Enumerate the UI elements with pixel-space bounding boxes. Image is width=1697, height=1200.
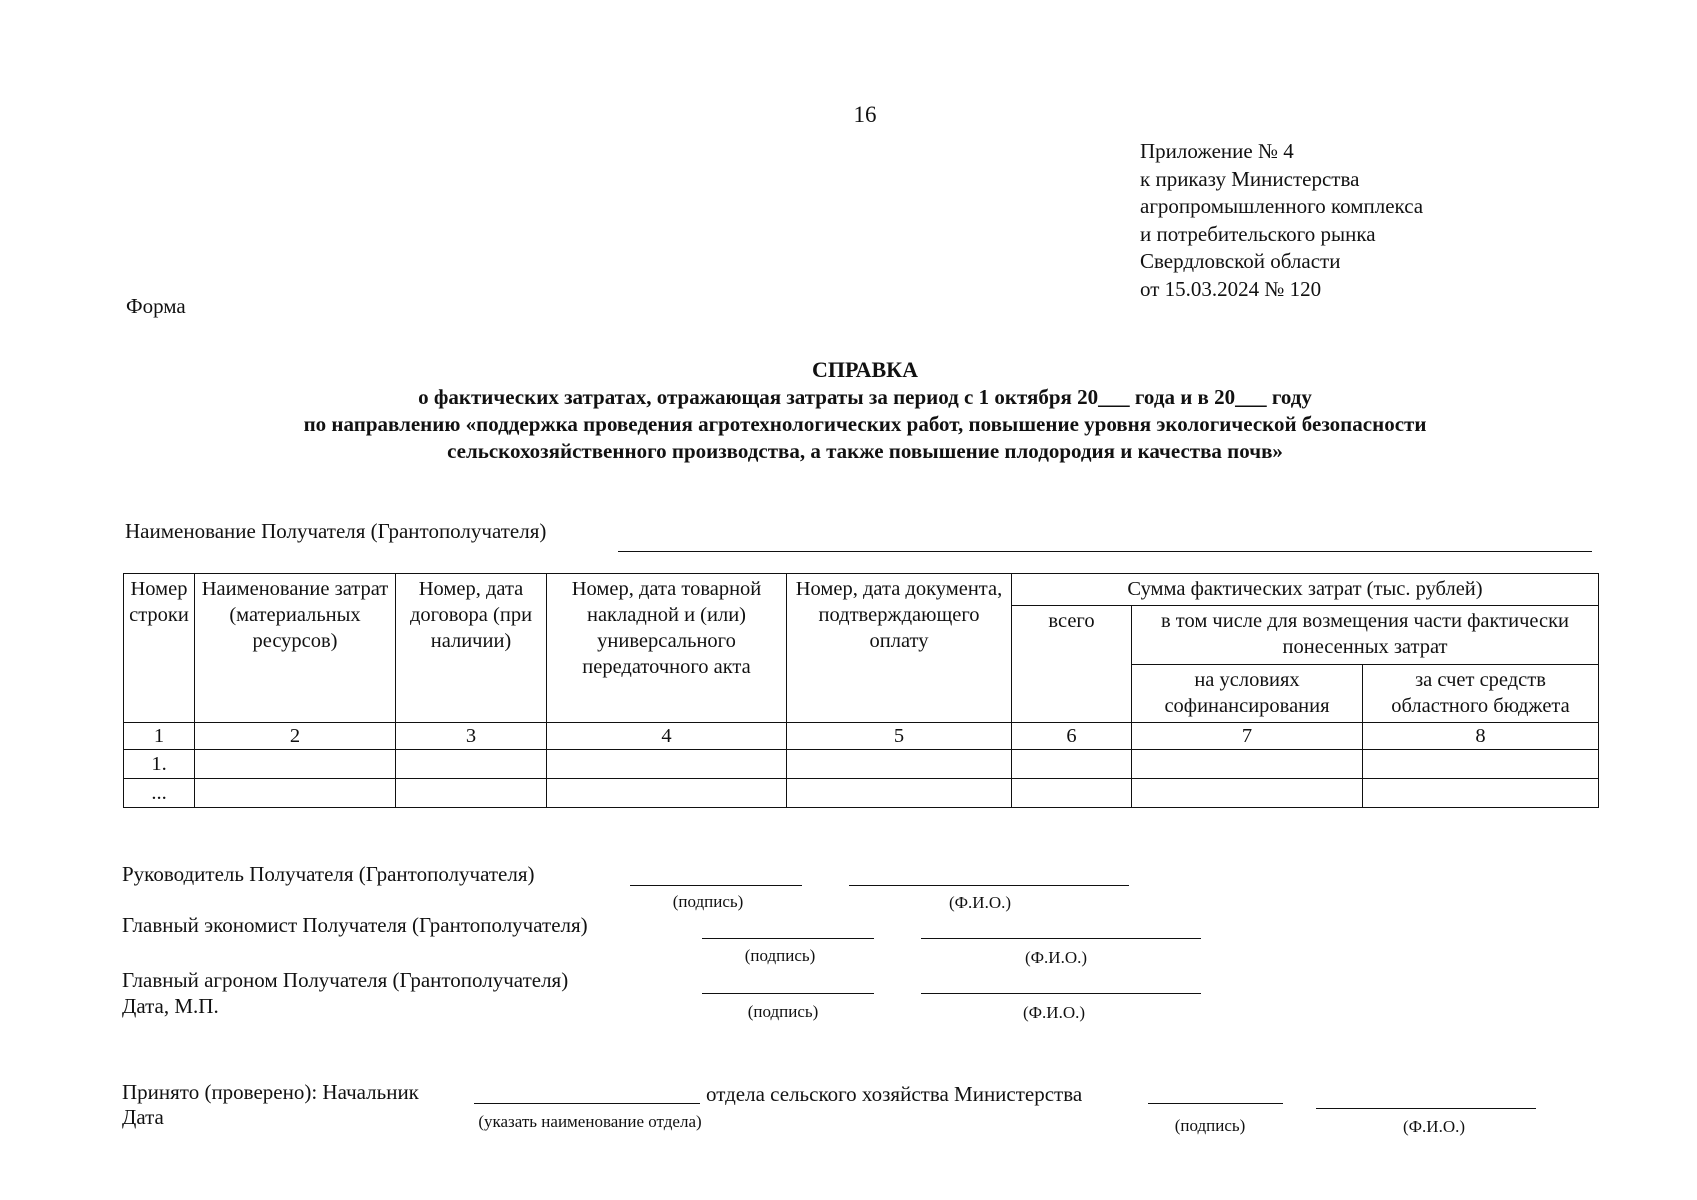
acceptance-middle-label: отдела сельского хозяйства Министерства <box>706 1082 1083 1106</box>
table-row <box>124 750 1599 779</box>
table-cell[interactable] <box>1012 750 1132 779</box>
date-stamp-label: Дата, М.П. <box>122 994 219 1018</box>
signature-caption: (подпись) <box>1174 1116 1246 1135</box>
signature-caption: (подпись) <box>744 946 816 965</box>
department-caption: (указать наименование отдела) <box>478 1112 702 1131</box>
department-line[interactable] <box>474 1103 700 1104</box>
table-cell[interactable] <box>1132 750 1363 779</box>
appendix-line: от 15.03.2024 № 120 <box>1140 276 1322 301</box>
column-number: 8 <box>1363 723 1599 750</box>
economist-signature-line[interactable] <box>702 938 874 939</box>
acceptance-label: Принято (проверено): Начальник <box>122 1080 419 1104</box>
header-total: всего <box>1012 605 1132 723</box>
title-line: о фактических затратах, отражающая затраты за период с 1 октября 20___ года и в 20___ году <box>418 385 1312 409</box>
acceptance-fio-line[interactable] <box>1316 1108 1536 1109</box>
table-cell[interactable] <box>195 779 396 808</box>
fio-caption: (Ф.И.О.) <box>1022 1003 1086 1022</box>
appendix-line: агропромышленного комплекса <box>1140 194 1424 218</box>
table-cell[interactable] <box>547 779 787 808</box>
economist-label: Главный экономист Получателя (Грантополучателя) <box>122 913 588 937</box>
table-cell[interactable] <box>787 750 1012 779</box>
acceptance-date-label: Дата <box>122 1105 164 1129</box>
economist-fio-line[interactable] <box>921 938 1201 939</box>
table-cell[interactable] <box>547 750 787 779</box>
column-number: 4 <box>547 723 787 750</box>
header-reimbursement-group: в том числе для возмещения части фактически понесенных затрат <box>1132 605 1599 664</box>
row-number: ... <box>124 779 195 808</box>
title-main: СПРАВКА <box>811 357 919 382</box>
agronomist-fio-line[interactable] <box>921 993 1201 994</box>
head-fio-line[interactable] <box>849 885 1129 886</box>
header-row-number: Номер строки <box>124 574 195 723</box>
page-number: 16 <box>853 102 877 127</box>
agronomist-label: Главный агроном Получателя (Грантополучателя) <box>122 968 569 992</box>
appendix-line: Свердловской области <box>1140 249 1341 273</box>
header-invoice: Номер, дата товарной накладной и (или) универсального передаточного акта <box>547 574 787 723</box>
table-cell[interactable] <box>1363 779 1599 808</box>
fio-caption: (Ф.И.О.) <box>1402 1117 1466 1136</box>
column-number: 5 <box>787 723 1012 750</box>
table-row <box>124 779 1599 808</box>
header-cofinancing: на условиях софинансирования <box>1132 664 1363 723</box>
appendix-line: Приложение № 4 <box>1140 139 1294 163</box>
title-line: сельскохозяйственного производства, а также повышение плодородия и качества почв» <box>447 439 1283 463</box>
fio-caption: (Ф.И.О.) <box>1024 948 1088 967</box>
acceptance-signature-line[interactable] <box>1148 1103 1283 1104</box>
recipient-label: Наименование Получателя (Грантополучателя) <box>125 519 547 543</box>
column-number: 7 <box>1132 723 1363 750</box>
header-cost-name: Наименование затрат (материальных ресурсов) <box>195 574 396 723</box>
table-cell[interactable] <box>787 779 1012 808</box>
header-contract: Номер, дата договора (при наличии) <box>396 574 547 723</box>
table-cell[interactable] <box>1012 779 1132 808</box>
column-number: 3 <box>396 723 547 750</box>
appendix-line: к приказу Министерства <box>1140 166 1360 191</box>
signature-caption: (подпись) <box>747 1002 819 1021</box>
table-cell[interactable] <box>396 750 547 779</box>
row-number: 1. <box>124 750 195 779</box>
head-signature-line[interactable] <box>630 885 802 886</box>
form-label: Форма <box>126 294 186 318</box>
table-cell[interactable] <box>1132 779 1363 808</box>
agronomist-signature-line[interactable] <box>702 993 874 994</box>
recipient-field[interactable] <box>618 551 1592 552</box>
fio-caption: (Ф.И.О.) <box>948 893 1012 912</box>
head-label: Руководитель Получателя (Грантополучателя) <box>122 862 535 886</box>
appendix-block <box>1140 138 1423 303</box>
table-cell[interactable] <box>195 750 396 779</box>
column-number: 1 <box>124 723 195 750</box>
appendix-line: и потребительского рынка <box>1140 221 1376 246</box>
header-payment-doc: Номер, дата документа, подтверждающего оплату <box>787 574 1012 723</box>
signature-caption: (подпись) <box>672 892 744 911</box>
header-actual-costs-group: Сумма фактических затрат (тыс. рублей) <box>1012 574 1599 606</box>
column-number: 6 <box>1012 723 1132 750</box>
document-title <box>200 356 1530 465</box>
header-regional-budget: за счет средств областного бюджета <box>1363 664 1599 723</box>
column-number: 2 <box>195 723 396 750</box>
table-cell[interactable] <box>396 779 547 808</box>
table-cell[interactable] <box>1363 750 1599 779</box>
costs-table <box>123 573 1599 808</box>
title-line: по направлению «поддержка проведения агротехнологических работ, повышение уровня экологической безопасности <box>303 412 1427 436</box>
